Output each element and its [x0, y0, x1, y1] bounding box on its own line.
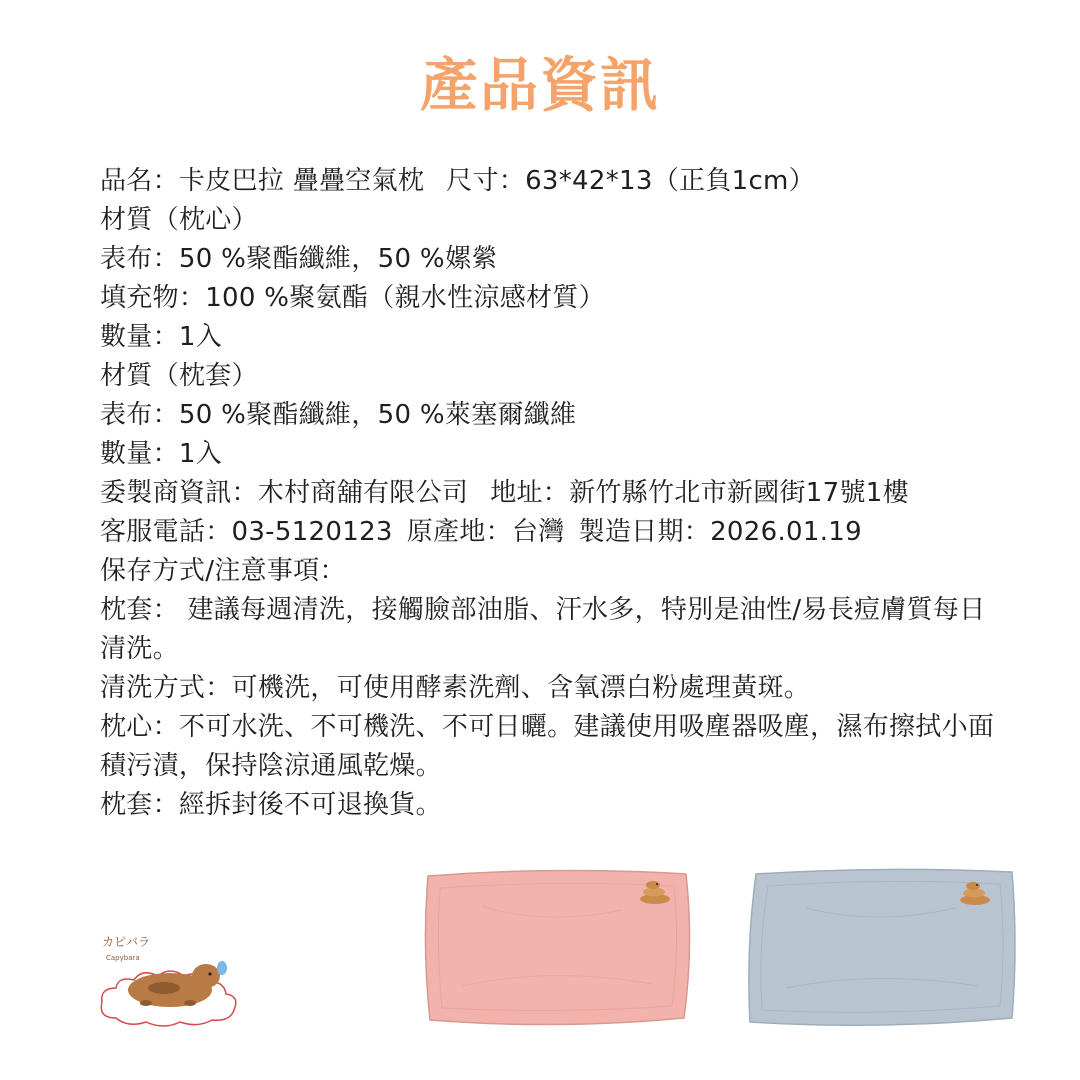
logo-text: カピバラ [102, 935, 151, 949]
product-info [100, 162, 1000, 825]
origin: 原產地：台灣 [406, 517, 565, 547]
core-material-header: 材質（枕心） [100, 205, 258, 235]
name-size-line [100, 162, 1000, 201]
manufacturer-line [100, 474, 1000, 513]
capybara-stack-icon [638, 879, 672, 905]
core-fabric: 表布：50 %聚酯纖維，50 %嫘縈 [100, 244, 498, 274]
care-header: 保存方式/注意事項： [100, 556, 346, 586]
logo-subtext: Capybara [106, 954, 140, 962]
contact-line [100, 513, 1000, 552]
case-quantity: 數量：1入 [100, 439, 223, 469]
care-wash-method: 清洗方式：可機洗，可使用酵素洗劑、含氧漂白粉處理黃斑。 [100, 673, 811, 703]
made-date: 製造日期：2026.01.19 [578, 517, 862, 547]
pillow-gray-image [746, 866, 1016, 1026]
capybara-stack-icon [958, 880, 992, 906]
address: 地址：新竹縣竹北市新國街17號1樓 [490, 478, 909, 508]
capybara-on-cloud-icon [94, 930, 254, 1030]
core-fill: 填充物：100 %聚氨酯（親水性涼感材質） [100, 283, 605, 313]
case-fabric: 表布：50 %聚酯纖維，50 %萊塞爾纖維 [100, 400, 577, 430]
care-return-policy: 枕套：經拆封後不可退換貨。 [100, 790, 442, 820]
core-quantity: 數量：1入 [100, 322, 223, 352]
page-title: 產品資訊 [419, 51, 660, 119]
product-name: 品名：卡皮巴拉 疊疊空氣枕 [100, 166, 425, 196]
pillow-pink-image [422, 866, 692, 1026]
care-pillowcase: 枕套： 建議每週清洗，接觸臉部油脂、汗水多，特別是油性/易長痘膚質每日清洗。 [100, 595, 986, 664]
product-size: 尺寸：63*42*13（正負1cm） [446, 166, 815, 196]
manufacturer: 委製商資訊：木村商舖有限公司 [100, 478, 469, 508]
service-phone: 客服電話：03-5120123 [100, 517, 393, 547]
case-material-header: 材質（枕套） [100, 361, 258, 391]
care-pillow-core: 枕心：不可水洗、不可機洗、不可日曬。建議使用吸塵器吸塵，濕布擦拭小面積污漬，保持陰涼通風乾燥。 [100, 712, 995, 781]
